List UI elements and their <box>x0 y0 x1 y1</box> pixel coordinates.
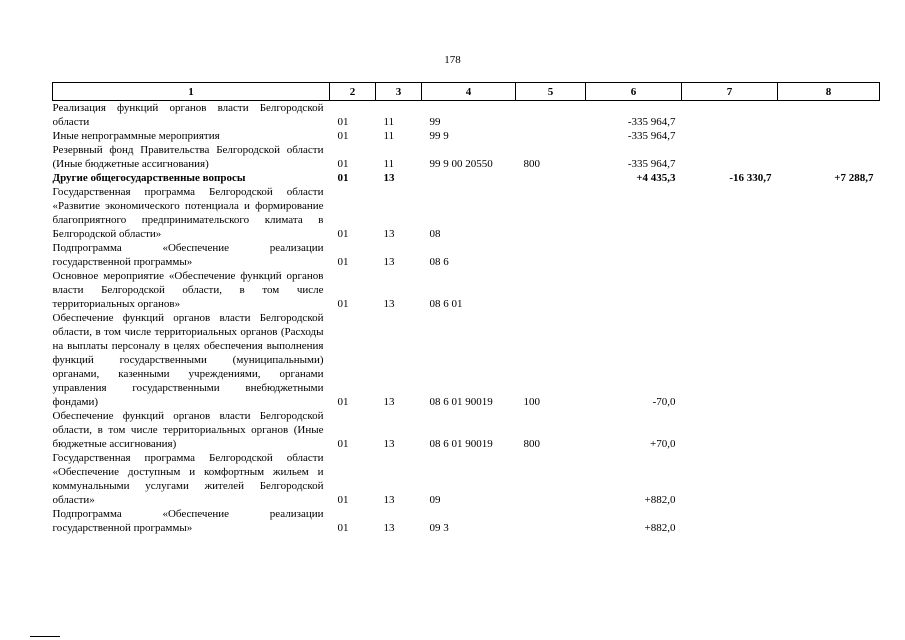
row-cell-c7 <box>682 101 778 130</box>
row-cell-c3: 11 <box>383 158 395 170</box>
table-row <box>53 185 880 241</box>
row-cell-c4: 08 6 01 <box>429 298 463 310</box>
row-cell-c3: 11 <box>383 116 395 128</box>
row-name-cell: Иные непрограммные мероприятия <box>52 130 220 142</box>
row-cell-c3: 13 <box>383 256 395 268</box>
row-cell-c2: 01 <box>337 396 349 408</box>
table-row <box>53 241 880 269</box>
row-cell-c3: 11 <box>383 130 395 142</box>
row-cell-c6 <box>586 185 682 241</box>
row-cell-c3: 13 <box>383 298 395 310</box>
row-cell-c7 <box>682 269 778 311</box>
page-number: 178 <box>444 54 461 66</box>
table-row <box>53 101 880 130</box>
table-row <box>53 143 880 171</box>
row-cell-c3: 13 <box>383 438 395 450</box>
row-cell-c4: 99 9 00 20550 <box>429 158 493 170</box>
row-cell-c4 <box>422 171 516 185</box>
row-cell-c5 <box>516 451 586 507</box>
row-cell-c2: 01 <box>337 494 349 506</box>
header-col-5: 5 <box>516 83 586 101</box>
row-cell-c8 <box>778 143 880 171</box>
row-cell-c4: 08 6 01 90019 <box>429 438 493 450</box>
row-cell-c7 <box>682 129 778 143</box>
row-cell-c3: 13 <box>383 396 395 408</box>
row-cell-c2: 01 <box>337 172 349 184</box>
row-cell-c8: +7 288,7 <box>834 172 874 184</box>
row-cell-c8 <box>778 451 880 507</box>
row-cell-c2: 01 <box>337 298 349 310</box>
table-row <box>53 269 880 311</box>
row-cell-c4: 08 <box>429 228 441 240</box>
row-cell-c7 <box>682 451 778 507</box>
table-row <box>53 451 880 507</box>
row-name-cell: Государственная программа Белгородской области «Обеспечение доступным и комфортным жильем и коммунальными услугами жителей Белгородской области» <box>52 452 324 506</box>
row-cell-c3: 13 <box>383 228 395 240</box>
row-cell-c4: 08 6 01 90019 <box>429 396 493 408</box>
row-name-cell: Подпрограмма «Обеспечение реализации государственной программы» <box>52 242 324 268</box>
row-cell-c5: 100 <box>523 396 540 408</box>
row-cell-c8 <box>778 185 880 241</box>
header-col-7: 7 <box>682 83 778 101</box>
row-cell-c8 <box>778 241 880 269</box>
row-name-cell: Обеспечение функций органов власти Белгородской области, в том числе территориальных органов (Иные бюджетные ассигнования) <box>52 410 324 450</box>
row-cell-c5 <box>516 241 586 269</box>
row-cell-c2: 01 <box>337 158 349 170</box>
table-row <box>53 409 880 451</box>
row-cell-c5 <box>516 101 586 130</box>
row-cell-c5 <box>516 507 586 535</box>
row-name-cell: Государственная программа Белгородской области «Развитие экономического потенциала и формирование благоприятного предпринимательского климата в Белгородской области» <box>52 186 324 240</box>
row-cell-c7 <box>682 241 778 269</box>
row-cell-c2: 01 <box>337 256 349 268</box>
row-cell-c2: 01 <box>337 116 349 128</box>
table-row <box>53 129 880 143</box>
row-cell-c8 <box>778 507 880 535</box>
header-col-3: 3 <box>376 83 422 101</box>
row-cell-c8 <box>778 129 880 143</box>
row-name-cell: Основное мероприятие «Обеспечение функций органов власти Белгородской области, в том числе территориальных органов» <box>52 270 324 310</box>
budget-table <box>52 82 880 535</box>
row-cell-c2: 01 <box>337 130 349 142</box>
row-name-cell: Резервный фонд Правительства Белгородской области (Иные бюджетные ассигнования) <box>52 144 324 170</box>
row-cell-c7 <box>682 185 778 241</box>
row-cell-c7 <box>682 507 778 535</box>
row-cell-c6: -335 964,7 <box>627 130 676 142</box>
row-cell-c6: +882,0 <box>644 522 676 534</box>
row-name-cell: Подпрограмма «Обеспечение реализации государственной программы» <box>52 508 324 534</box>
header-col-1: 1 <box>53 83 330 101</box>
row-cell-c8 <box>778 101 880 130</box>
row-cell-c6: +4 435,3 <box>636 172 676 184</box>
header-col-4: 4 <box>422 83 516 101</box>
row-cell-c4: 09 <box>429 494 441 506</box>
row-cell-c5 <box>516 171 586 185</box>
row-cell-c6: -335 964,7 <box>627 158 676 170</box>
row-cell-c5: 800 <box>523 438 540 450</box>
row-cell-c7 <box>682 311 778 409</box>
row-cell-c3: 13 <box>383 494 395 506</box>
row-cell-c6: -70,0 <box>652 396 676 408</box>
row-cell-c2: 01 <box>337 228 349 240</box>
row-cell-c4: 99 9 <box>429 130 449 142</box>
row-cell-c5 <box>516 129 586 143</box>
row-cell-c4: 99 <box>429 116 441 128</box>
header-col-2: 2 <box>330 83 376 101</box>
row-cell-c3: 13 <box>383 172 395 184</box>
row-cell-c2: 01 <box>337 438 349 450</box>
row-cell-c5 <box>516 185 586 241</box>
row-cell-c6: +882,0 <box>644 494 676 506</box>
table-body <box>53 101 880 536</box>
row-cell-c4: 08 6 <box>429 256 449 268</box>
header-col-8: 8 <box>778 83 880 101</box>
row-name-cell: Другие общегосударственные вопросы <box>52 172 246 184</box>
row-cell-c6: -335 964,7 <box>627 116 676 128</box>
row-cell-c8 <box>778 409 880 451</box>
table-header-row <box>53 83 880 101</box>
row-cell-c7: -16 330,7 <box>729 172 772 184</box>
row-cell-c5: 800 <box>523 158 540 170</box>
row-cell-c2: 01 <box>337 522 349 534</box>
row-cell-c7 <box>682 143 778 171</box>
row-cell-c7 <box>682 409 778 451</box>
row-cell-c8 <box>778 269 880 311</box>
row-cell-c4: 09 3 <box>429 522 449 534</box>
row-cell-c6 <box>586 269 682 311</box>
row-name-cell: Реализация функций органов власти Белгородской области <box>52 102 324 128</box>
row-cell-c6 <box>586 241 682 269</box>
table-row <box>53 171 880 185</box>
row-cell-c5 <box>516 269 586 311</box>
row-cell-c8 <box>778 311 880 409</box>
header-col-6: 6 <box>586 83 682 101</box>
row-cell-c6: +70,0 <box>650 438 676 450</box>
row-name-cell: Обеспечение функций органов власти Белгородской области, в том числе территориальных органов (Расходы на выплаты персоналу в целях обеспечения выполнения функций государственными (муниципальными) органами, казенными учреждениями, органами управления государственными внебюджетными фондами) <box>52 312 324 408</box>
footnote-rule <box>30 636 60 637</box>
table-row <box>53 507 880 535</box>
table-row <box>53 311 880 409</box>
row-cell-c3: 13 <box>383 522 395 534</box>
